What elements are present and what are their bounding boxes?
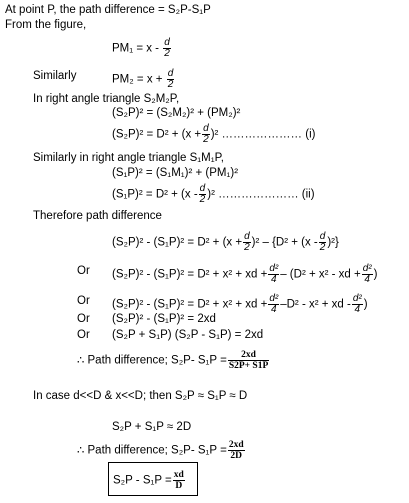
- therefore-label: Therefore path difference: [33, 210, 162, 222]
- step4-or: Or: [77, 313, 90, 325]
- step3-numerator-1: d²: [269, 293, 279, 304]
- triangle2-eq2-part-a: (S₁P)² = D² + (x -: [112, 188, 198, 201]
- triangle2-eq2-numerator: d: [199, 183, 206, 194]
- triangle1-eq2-fraction: [202, 124, 210, 145]
- step1-fraction-1: [243, 232, 251, 253]
- step1-part-a: (S₂P)² - (S₁P)² = D² + (x +: [112, 236, 243, 249]
- case-condition: In case d<<D & x<<D; then S₂P ≈ S₁P ≈ D: [33, 390, 248, 402]
- triangle2-eq1: (S₁P)² = (S₁M₁)² + (PM₁)²: [112, 167, 239, 179]
- step2-denominator-1: 4: [268, 274, 279, 285]
- pm1-fraction: [163, 38, 171, 59]
- final-fraction: [173, 470, 185, 491]
- final-numerator: xd: [173, 470, 184, 480]
- step6-lhs: ∴ Path difference; S₂P- S₁P =: [77, 354, 227, 367]
- step3-part-b: –D² - x² + xd -: [280, 298, 351, 311]
- step2-denominator-2: 4: [362, 274, 373, 285]
- triangle2-label: Similarly in right angle triangle S₁M₁P,: [33, 152, 224, 164]
- step3-denominator-1: 4: [268, 304, 279, 315]
- step6-equation: [77, 350, 270, 371]
- triangle2-eq2-fraction: [199, 184, 207, 205]
- pm1-lhs: PM₁ = x -: [112, 42, 163, 55]
- pm2-fraction: [167, 69, 175, 90]
- step4-equation: (S₂P)² - (S₁P)² = 2xd: [112, 313, 216, 325]
- pm1-equation: [112, 38, 172, 59]
- step6-fraction: [228, 350, 269, 371]
- step3-or: Or: [77, 295, 90, 307]
- step1-part-c: )²}: [327, 236, 339, 249]
- step3-denominator-2: 4: [352, 304, 363, 315]
- step3-numerator-2: d²: [352, 293, 362, 304]
- step2-part-a: (S₂P)² - (S₁P)² = D² + x² + xd +: [112, 268, 268, 281]
- step7-fraction: [228, 440, 245, 461]
- step2-part-b: – (D² + x² - xd +: [280, 268, 361, 281]
- step2-fraction-2: [362, 264, 373, 285]
- step7-lhs: ∴ Path difference; S₂P- S₁P =: [77, 444, 227, 457]
- from-figure-line: From the figure,: [5, 19, 87, 31]
- step1-numerator-2: d: [319, 231, 326, 242]
- pm2-denominator: 2: [167, 79, 174, 90]
- step5-equation: (S₂P + S₁P) (S₂P - S₁P) = 2xd: [112, 329, 264, 341]
- pm2-lhs: PM₂ = x +: [112, 73, 166, 86]
- approx-sum: S₂P + S₁P ≈ 2D: [112, 421, 192, 433]
- final-result: [113, 470, 186, 491]
- pm2-numerator: d: [167, 68, 174, 79]
- triangle1-eq2-denominator: 2: [203, 134, 209, 145]
- triangle2-eq2-part-b: )² ………………… (ii): [207, 188, 315, 201]
- similarly-label: Similarly: [33, 70, 77, 82]
- pm1-denominator: 2: [164, 48, 170, 59]
- step2-part-c: ): [373, 268, 378, 281]
- triangle1-eq2: [112, 124, 315, 145]
- step2-fraction-1: [268, 264, 279, 285]
- step7-denominator: 2D: [228, 450, 245, 461]
- step1-fraction-2: [319, 232, 327, 253]
- step3-part-a: (S₂P)² - (S₁P)² = D² + x² + xd +: [112, 298, 268, 311]
- intro-line: At point P, the path difference = S₂P-S₁P: [5, 4, 211, 16]
- step1-denominator-2: 2: [319, 242, 326, 253]
- step1-equation: [112, 232, 339, 253]
- step5-or: Or: [77, 329, 90, 341]
- step6-numerator: 2xd: [241, 350, 256, 360]
- step7-equation: [77, 440, 246, 461]
- step2-or: Or: [77, 265, 90, 277]
- triangle1-eq2-part-a: (S₂P)² = D² + (x +: [112, 128, 202, 141]
- step7-numerator: 2xd: [228, 440, 244, 450]
- triangle2-eq2: [112, 184, 315, 205]
- step3-part-c: ): [363, 298, 368, 311]
- step6-denominator: S2P+ S1P: [228, 361, 269, 371]
- step2-numerator-1: d²: [269, 263, 279, 274]
- step1-part-b: )² – {D² + (x -: [251, 236, 318, 249]
- triangle2-eq2-denominator: 2: [199, 194, 206, 205]
- pm2-equation: [112, 69, 175, 90]
- triangle1-eq2-numerator: d: [203, 123, 209, 134]
- pm1-numerator: d: [164, 37, 170, 48]
- triangle1-eq1: (S₂P)² = (S₂M₂)² + (PM₂)²: [112, 107, 241, 119]
- step3-fraction-2: [352, 294, 363, 315]
- step2-equation: [112, 264, 378, 285]
- final-denominator: D: [173, 480, 185, 491]
- final-lhs: S₂P - S₁P =: [113, 474, 172, 487]
- step3-fraction-1: [268, 294, 279, 315]
- triangle1-label: In right angle triangle S₂M₂P,: [33, 93, 180, 105]
- step2-numerator-2: d²: [362, 263, 372, 274]
- triangle1-eq2-part-b: )² ………………… (i): [210, 128, 316, 141]
- step1-numerator-1: d: [244, 231, 250, 242]
- step1-denominator-1: 2: [244, 242, 250, 253]
